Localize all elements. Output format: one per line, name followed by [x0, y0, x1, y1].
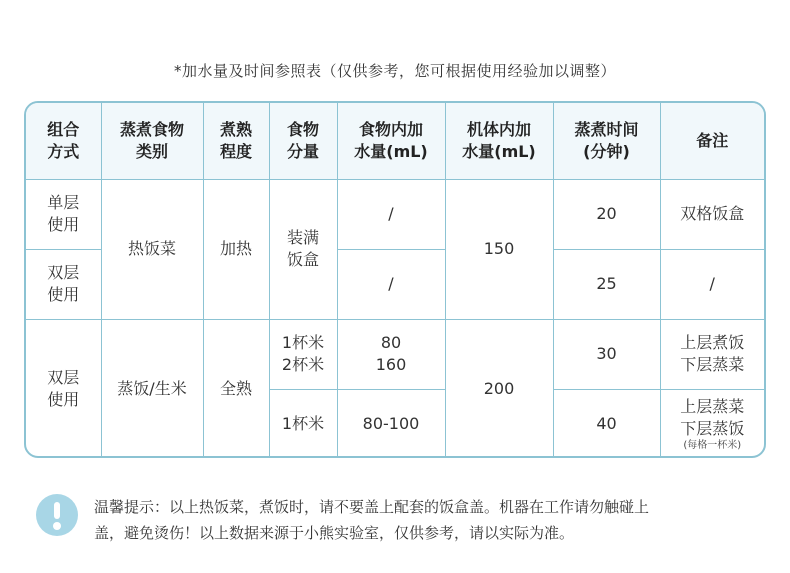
cell-cook-level: 全熟 — [203, 319, 269, 458]
cell-food-amount: 1杯米 2杯米 — [269, 319, 337, 389]
cell-cook-level: 加热 — [203, 179, 269, 319]
cell-food-type: 热饭菜 — [101, 179, 203, 319]
cell-food-amount: 装满 饭盒 — [269, 179, 337, 319]
cell-food-water: / — [337, 179, 445, 249]
table-header-row — [26, 103, 764, 179]
header-food-amount: 食物 分量 — [269, 103, 337, 179]
cell-remark: / — [660, 249, 764, 319]
header-remark: 备注 — [660, 103, 764, 179]
cell-machine-water: 200 — [445, 319, 553, 458]
cell-time: 20 — [553, 179, 660, 249]
cell-remark: 上层蒸菜 下层蒸饭 (每格一杯米) — [660, 389, 764, 458]
tip-line-2: 盖，避免烫伤！以上数据来源于小熊实验室，仅供参考，请以实际为准。 — [94, 524, 575, 542]
header-cook-level: 煮熟 程度 — [203, 103, 269, 179]
tip-text — [94, 494, 764, 546]
cell-combo: 双层 使用 — [26, 319, 101, 458]
cell-food-amount: 1杯米 — [269, 389, 337, 458]
header-food-type: 蒸煮食物 类别 — [101, 103, 203, 179]
exclamation-icon — [36, 494, 78, 536]
cell-remark: 上层煮饭 下层蒸菜 — [660, 319, 764, 389]
table-row — [26, 179, 764, 249]
cell-time: 40 — [553, 389, 660, 458]
cell-remark: 双格饭盒 — [660, 179, 764, 249]
water-reference-table — [24, 101, 766, 458]
cell-food-water: 80 160 — [337, 319, 445, 389]
header-machine-water: 机体内加 水量(mL) — [445, 103, 553, 179]
cell-combo: 单层 使用 — [26, 179, 101, 249]
cell-food-water: 80-100 — [337, 389, 445, 458]
header-steam-time: 蒸煮时间 (分钟) — [553, 103, 660, 179]
header-combo: 组合 方式 — [26, 103, 101, 179]
table-row — [26, 319, 764, 389]
cell-time: 25 — [553, 249, 660, 319]
cell-time: 30 — [553, 319, 660, 389]
remark-note: (每格一杯米) — [683, 439, 742, 451]
tip-line-1: 温馨提示：以上热饭菜，煮饭时，请不要盖上配套的饭盒盖。机器在工作请勿触碰上 — [94, 498, 650, 516]
cell-machine-water: 150 — [445, 179, 553, 319]
page-title: *加水量及时间参照表（仅供参考，您可根据使用经验加以调整） — [173, 62, 616, 80]
cell-combo: 双层 使用 — [26, 249, 101, 319]
header-food-water: 食物内加 水量(mL) — [337, 103, 445, 179]
cell-food-water: / — [337, 249, 445, 319]
cell-food-type: 蒸饭/生米 — [101, 319, 203, 458]
